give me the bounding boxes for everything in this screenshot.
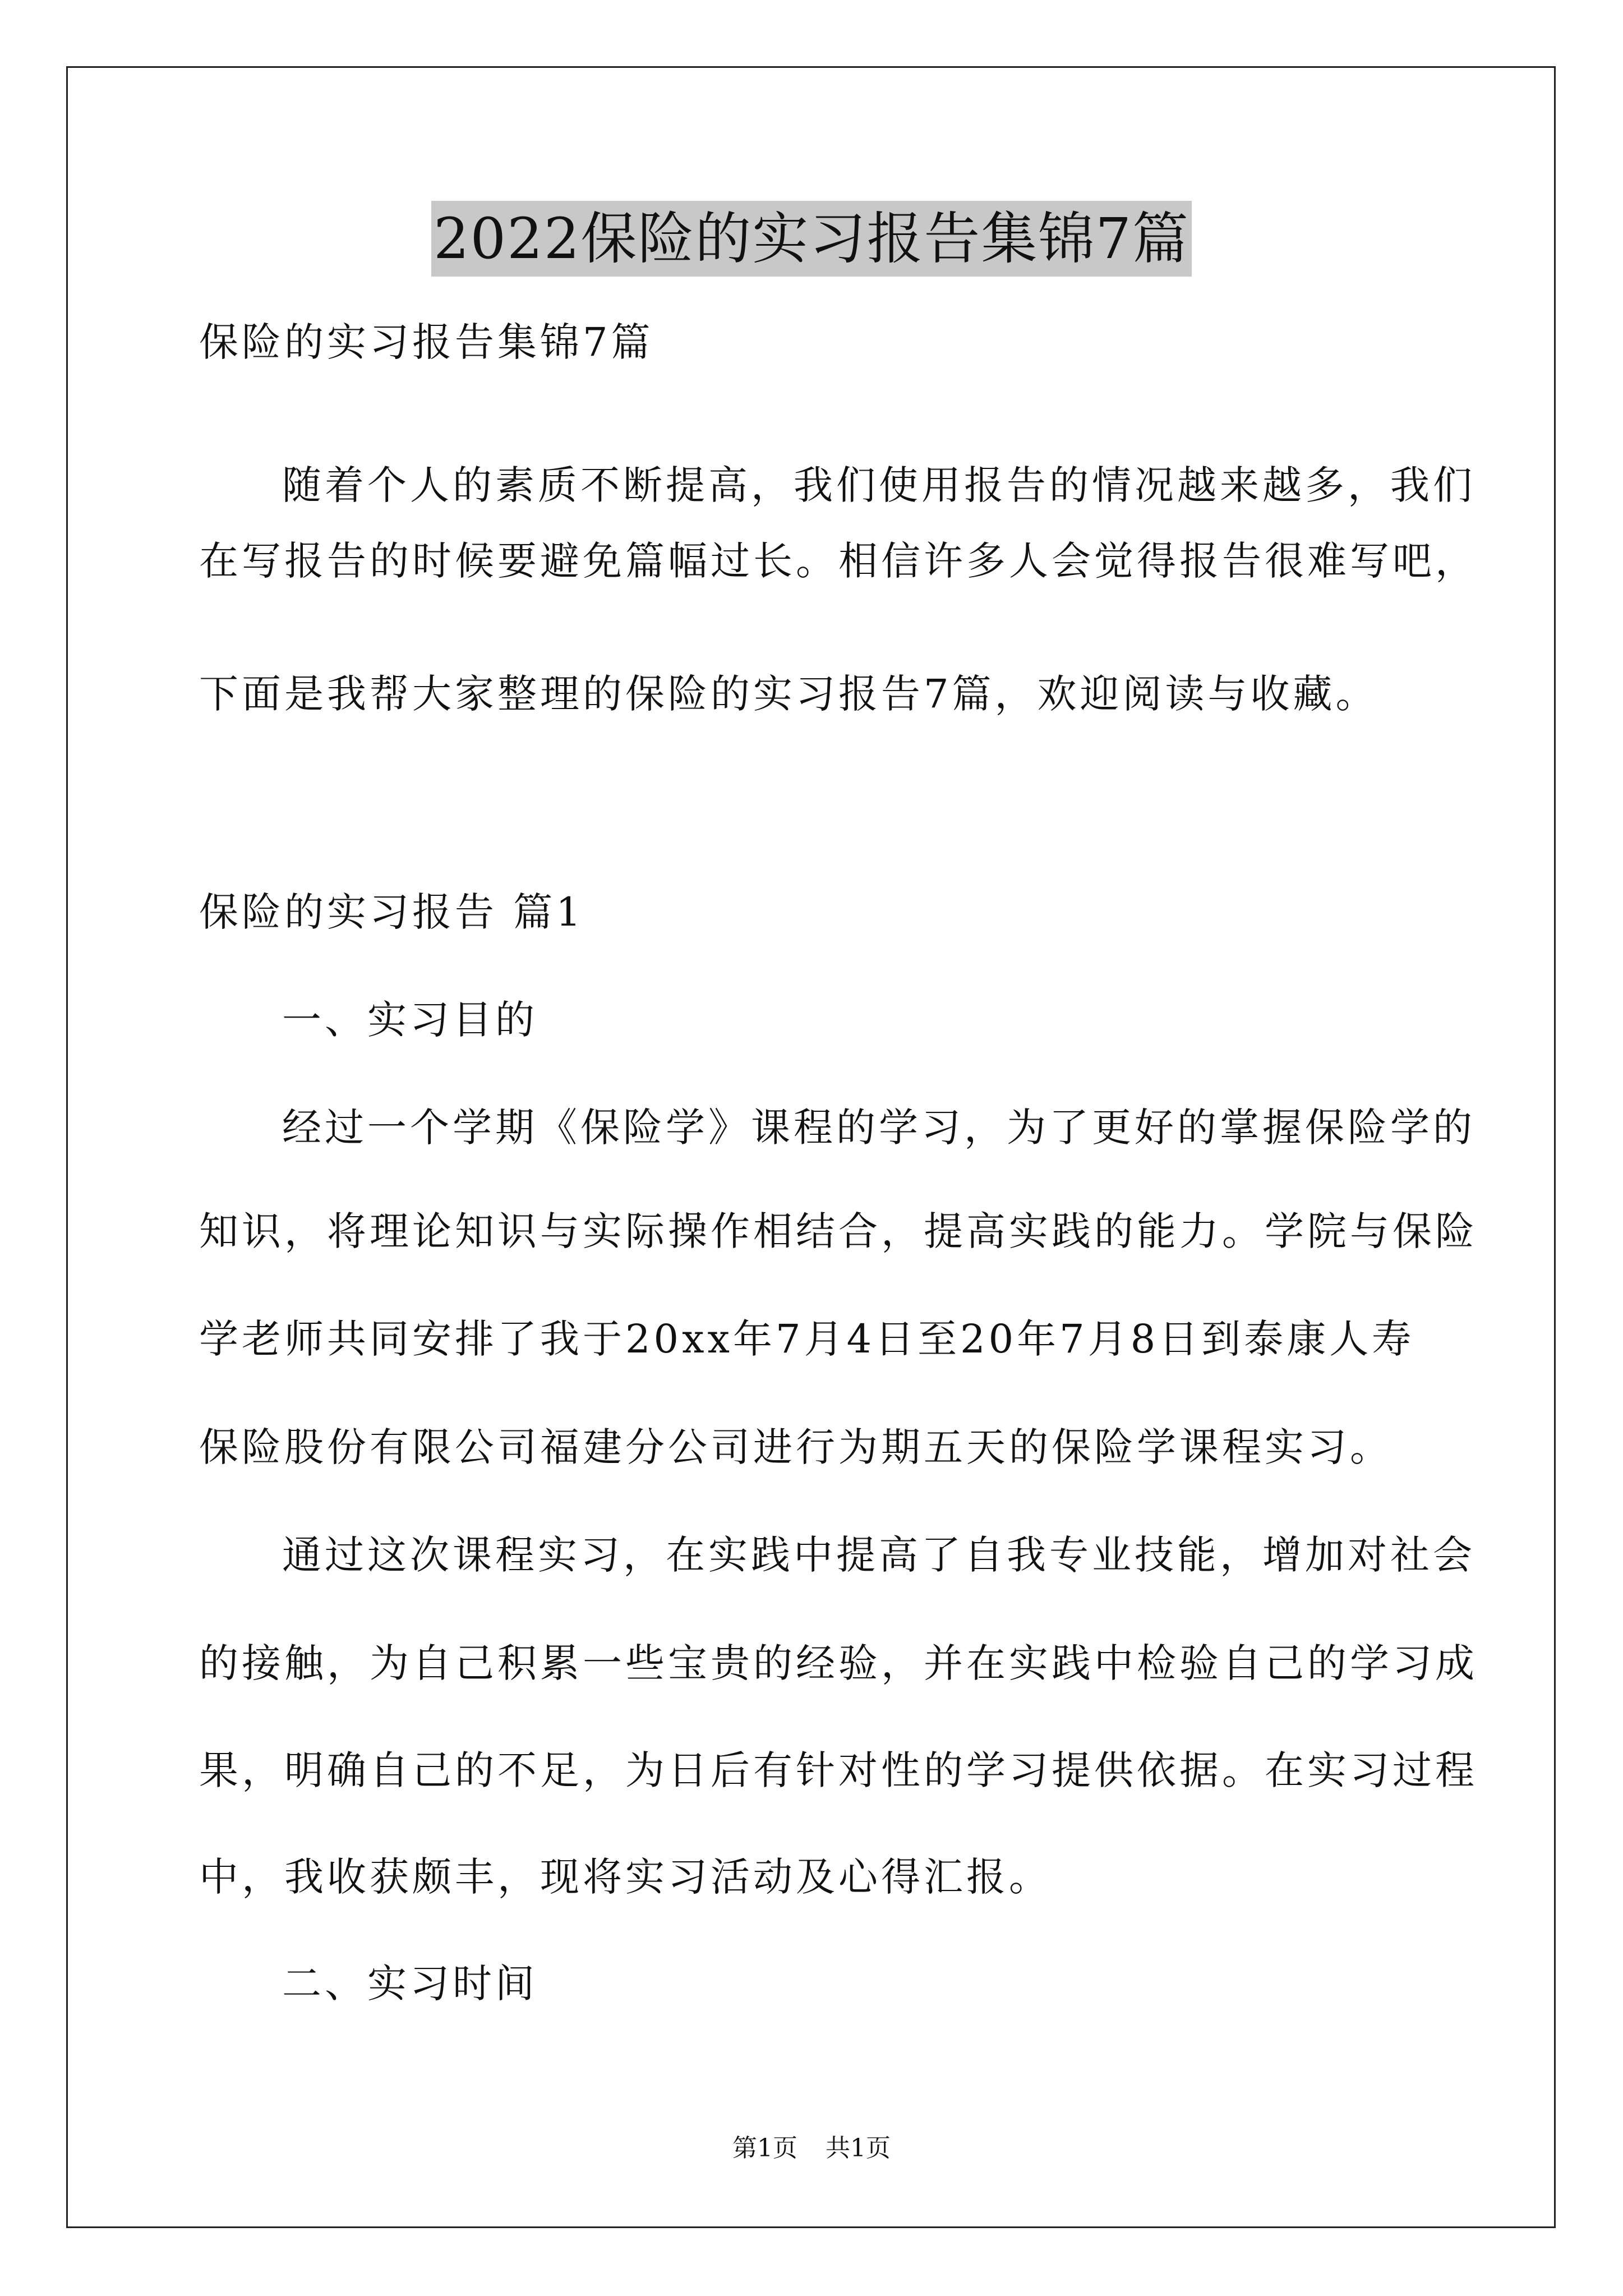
title-container xyxy=(0,201,1623,277)
page-footer xyxy=(0,2132,1623,2165)
result-line-1: 通过这次课程实习，在实践中提高了自我专业技能，增加对社会 xyxy=(282,1532,1476,1578)
result-line-4: 中，我收获颇丰，现将实习活动及心得汇报。 xyxy=(199,1854,1052,1900)
intro-line-2: 在写报告的时候要避免篇幅过长。相信许多人会觉得报告很难写吧， xyxy=(199,538,1478,584)
purpose-line-4: 保险股份有限公司福建分公司进行为期五天的保险学课程实习。 xyxy=(199,1424,1393,1470)
intro-line-3: 下面是我帮大家整理的保险的实习报告7篇，欢迎阅读与收藏。 xyxy=(199,671,1378,717)
page-number: 第1页 xyxy=(732,2134,797,2162)
purpose-line-3: 学老师共同安排了我于20xx年7月4日至20年7月8日到泰康人寿 xyxy=(199,1316,1415,1362)
intro-line-1: 随着个人的素质不断提高，我们使用报告的情况越来越多，我们 xyxy=(282,462,1476,508)
result-line-2: 的接触，为自己积累一些宝贵的经验，并在实践中检验自己的学习成 xyxy=(199,1640,1478,1686)
subheading-purpose: 一、实习目的 xyxy=(282,997,538,1043)
section-heading: 保险的实习报告 篇1 xyxy=(199,889,584,935)
page-total: 共1页 xyxy=(826,2134,891,2162)
result-line-3: 果，明确自己的不足，为日后有针对性的学习提供依据。在实习过程 xyxy=(199,1747,1478,1793)
document-title: 2022保险的实习报告集锦7篇 xyxy=(431,201,1192,277)
purpose-line-1: 经过一个学期《保险学》课程的学习，为了更好的掌握保险学的 xyxy=(282,1105,1476,1151)
document-subtitle: 保险的实习报告集锦7篇 xyxy=(199,319,654,365)
subheading-time: 二、实习时间 xyxy=(282,1961,538,2007)
purpose-line-2: 知识，将理论知识与实际操作相结合，提高实践的能力。学院与保险 xyxy=(199,1208,1478,1254)
